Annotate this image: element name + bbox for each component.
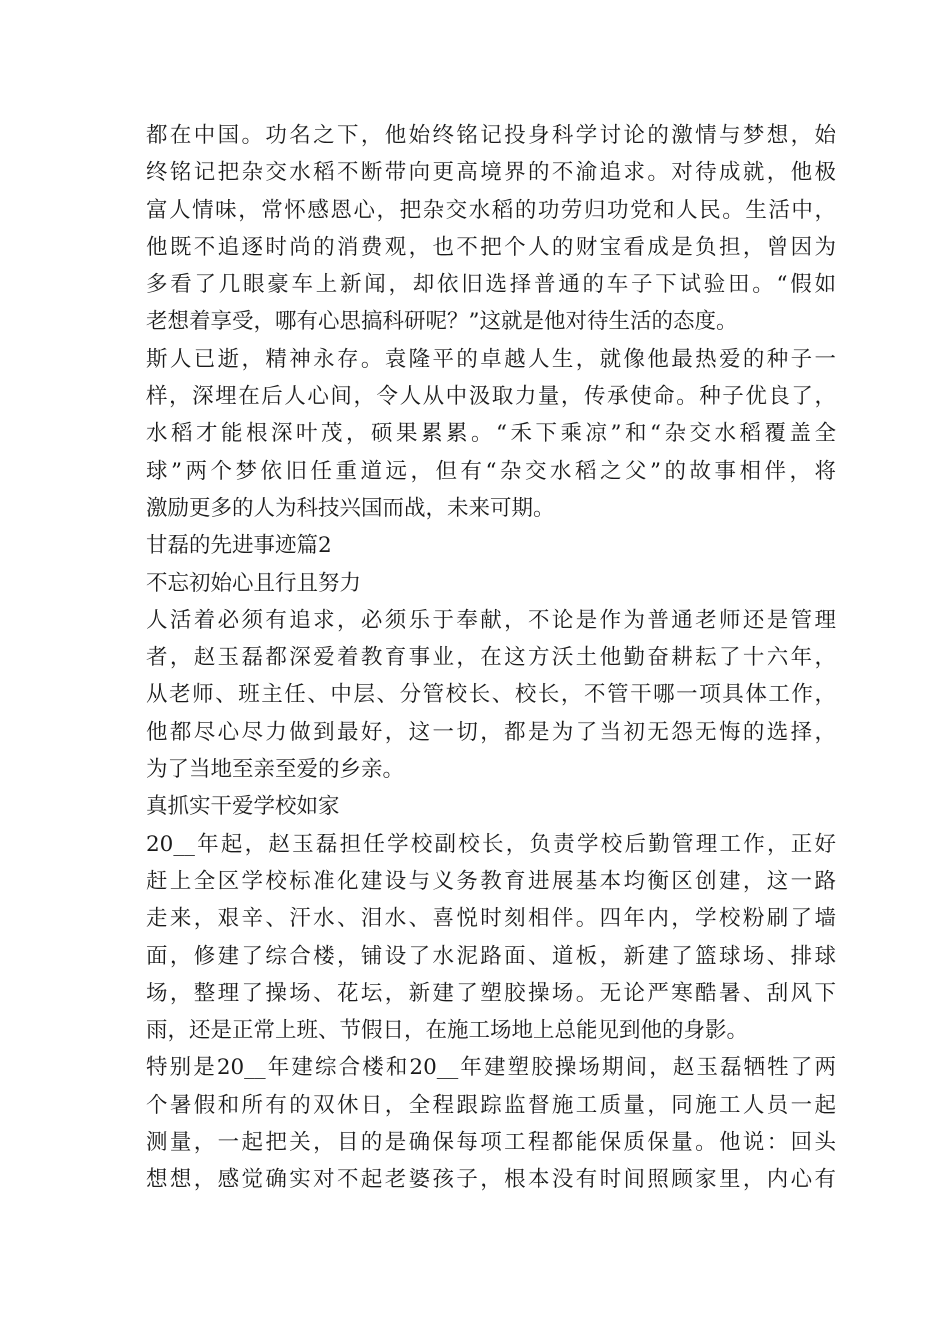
- text-line: 他既不追逐时尚的消费观，也不把个人的财宝看成是负担，曾因为: [146, 234, 836, 260]
- text-line: 面，修建了综合楼，铺设了水泥路面、道板，新建了篮球场、排球: [146, 943, 836, 969]
- text-line: 个暑假和所有的双休日，全程跟踪监督施工质量，同施工人员一起: [146, 1092, 836, 1118]
- text-line: 20__年起，赵玉磊担任学校副校长，负责学校后勤管理工作，正好: [146, 831, 836, 857]
- text-line: 终铭记把杂交水稻不断带向更高境界的不渝追求。对待成就，他极: [146, 160, 836, 186]
- text-line: 多看了几眼豪车上新闻，却依旧选择普通的车子下试验田。“假如: [146, 272, 836, 298]
- text-line: 场，整理了操场、花坛，新建了塑胶操场。无论严寒酷暑、刮风下: [146, 980, 836, 1006]
- text-line: 球”两个梦依旧任重道远，但有“杂交水稻之父”的故事相伴，将: [146, 458, 836, 484]
- text-line: 激励更多的人为科技兴国而战，未来可期。: [146, 495, 555, 521]
- text-line: 斯人已逝，精神永存。袁隆平的卓越人生，就像他最热爱的种子一: [146, 346, 836, 372]
- text-line: 水稻才能根深叶茂，硕果累累。“禾下乘凉”和“杂交水稻覆盖全: [146, 421, 836, 447]
- subheading: 真抓实干爱学校如家: [146, 794, 340, 820]
- text-line: 人活着必须有追求，必须乐于奉献，不论是作为普通老师还是管理: [146, 607, 836, 633]
- text-line: 走来，艰辛、汗水、泪水、喜悦时刻相伴。四年内，学校粉刷了墙: [146, 906, 836, 932]
- text-line: 他都尽心尽力做到最好，这一切，都是为了当初无怨无悔的选择，: [146, 719, 836, 745]
- text-line: 为了当地至亲至爱的乡亲。: [146, 757, 405, 783]
- text-line: 特别是20__年建综合楼和20__年建塑胶操场期间，赵玉磊牺牲了两: [146, 1055, 836, 1081]
- text-line: 从老师、班主任、中层、分管校长、校长，不管干哪一项具体工作，: [146, 682, 836, 708]
- text-line: 富人情味，常怀感恩心，把杂交水稻的功劳归功党和人民。生活中，: [146, 197, 836, 223]
- text-line: 测量，一起把关，目的是确保每项工程都能保质保量。他说：回头: [146, 1130, 836, 1156]
- text-line: 样，深埋在后人心间，令人从中汲取力量，传承使命。种子优良了，: [146, 384, 836, 410]
- text-line: 雨，还是正常上班、节假日，在施工场地上总能见到他的身影。: [146, 1018, 749, 1044]
- subheading: 不忘初始心且行且努力: [146, 570, 362, 596]
- section-heading: 甘磊的先进事迹篇2: [146, 533, 332, 559]
- text-line: 想想，感觉确实对不起老婆孩子，根本没有时间照顾家里，内心有: [146, 1167, 836, 1193]
- text-line: 者，赵玉磊都深爱着教育事业，在这方沃土他勤奋耕耘了十六年，: [146, 645, 836, 671]
- text-line: 赶上全区学校标准化建设与义务教育进展基本均衡区创建，这一路: [146, 868, 836, 894]
- text-line: 老想着享受，哪有心思搞科研呢？”这就是他对待生活的态度。: [146, 309, 738, 335]
- document-body: [146, 117, 836, 1199]
- text-line: 都在中国。功名之下，他始终铭记投身科学讨论的激情与梦想，始: [146, 123, 836, 148]
